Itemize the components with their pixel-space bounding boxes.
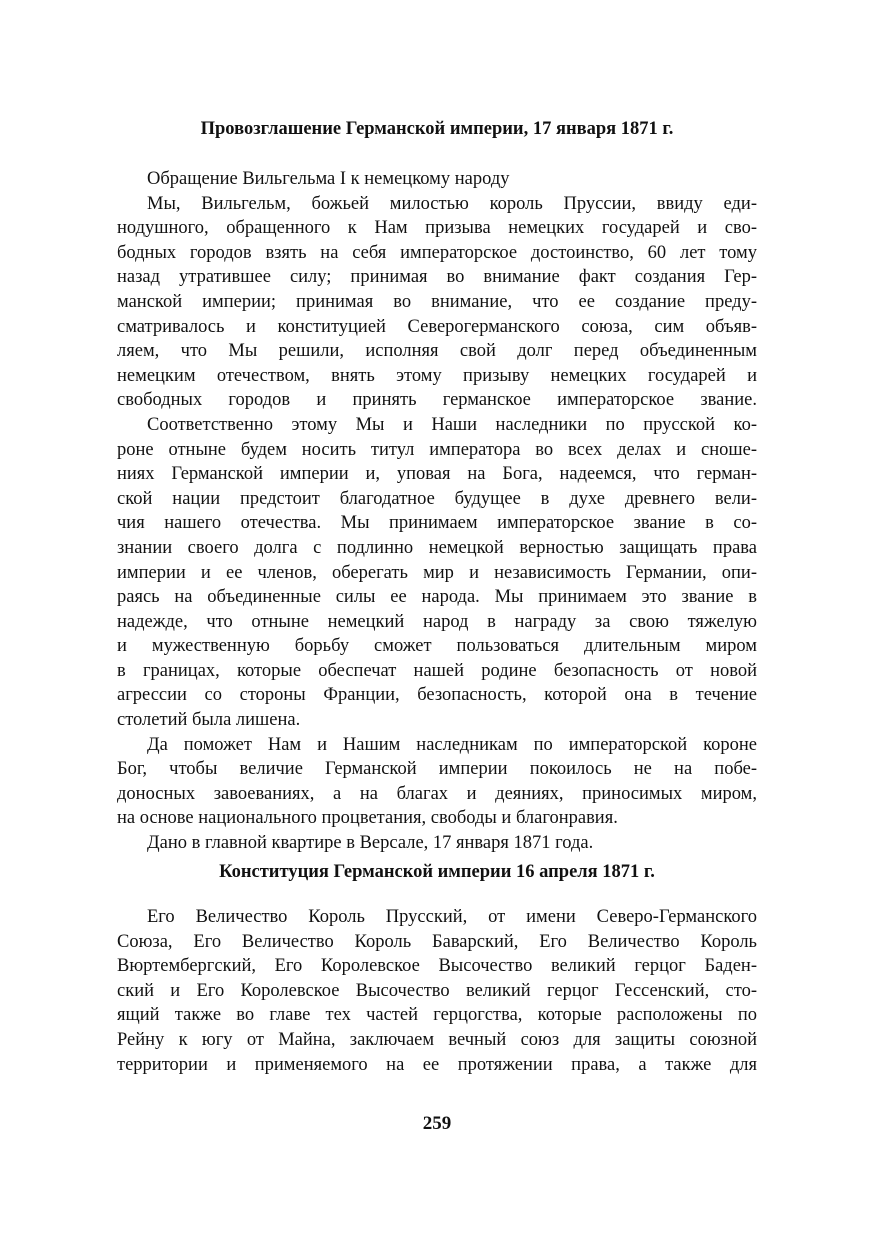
text-line: немецким отечеством, внять этому призыву немецких государей и — [117, 365, 757, 386]
text-line: бодных городов взять на себя императорское достоинство, 60 лет тому — [117, 242, 757, 263]
text-line: ской нации предстоит благодатное будущее в духе древнего вели- — [117, 488, 757, 509]
text-line: роне отныне будем носить титул императора во всех делах и сноше- — [117, 439, 757, 460]
section-heading-constitution: Конституция Германской империи 16 апреля 1871 г. — [219, 862, 655, 882]
text-line: империи и ее членов, оберегать мир и независимость Германии, опи- — [117, 562, 757, 583]
text-line: нодушного, обращенного к Нам призыва немецких государей и сво- — [117, 218, 757, 239]
text-line: знании своего долга с подлинно немецкой верностью защищать права — [117, 537, 757, 558]
proclamation-text — [117, 167, 757, 856]
text-line: Обращение Вильгельма I к немецкому народу — [147, 169, 510, 189]
text-line: раясь на объединенные силы ее народа. Мы принимаем это звание в — [117, 587, 757, 608]
text-line: столетий была лишена. — [117, 710, 301, 731]
text-line: Да поможет Нам и Нашим наследникам по императорской короне — [147, 734, 757, 755]
text-line: сматривалось и конституцией Северогерманского союза, сим объяв- — [117, 316, 757, 337]
text-line: Его Величество Король Прусский, от имени Северо-Германского — [147, 907, 757, 927]
text-line: назад утратившее силу; принимая во внимание факт создания Гер- — [117, 267, 757, 288]
text-line: агрессии со стороны Франции, безопасность, которой она в течение — [117, 685, 757, 706]
section-heading-proclamation: Провозглашение Германской империи, 17 января 1871 г. — [200, 119, 674, 139]
text-line: свободных городов и принять германское императорское звание. — [117, 390, 757, 411]
text-line: на основе национального процветания, свободы и благонравия. — [117, 808, 618, 829]
constitution-text — [117, 905, 757, 1077]
text-line: Вюртембергский, Его Королевское Высочество великий герцог Баден- — [117, 956, 757, 977]
text-line: Бог, чтобы величие Германской империи покоилось не на побе- — [117, 759, 757, 780]
text-line: и мужественную борьбу сможет пользоваться длительным миром — [117, 636, 757, 657]
text-line: Соответственно этому Мы и Наши наследники по прусской ко- — [147, 414, 757, 435]
text-line: Союза, Его Величество Король Баварский, Его Величество Король — [117, 931, 757, 952]
text-line: в границах, которые обеспечат нашей родине безопасность от новой — [117, 660, 757, 681]
text-line: ящий также во главе тех частей герцогства, которые расположены по — [117, 1005, 757, 1026]
text-line: доносных завоеваниях, а на благах и деяниях, приносимых миром, — [117, 783, 757, 804]
text-line: Рейну к югу от Майна, заключаем вечный союз для защиты союзной — [117, 1029, 757, 1050]
text-line: манской империи; принимая во внимание, что ее создание преду- — [117, 291, 757, 312]
text-line: ниях Германской империи и, уповая на Бога, надеемся, что герман- — [117, 464, 757, 485]
page-number: 259 — [422, 1113, 452, 1134]
text-line: Мы, Вильгельм, божьей милостью король Пруссии, ввиду еди- — [147, 193, 757, 214]
text-line: ляем, что Мы решили, исполняя свой долг перед объединенным — [117, 341, 757, 362]
text-line: чия нашего отечества. Мы принимаем императорское звание в со- — [117, 513, 757, 534]
text-line: надежде, что отныне немецкий народ в награду за свою тяжелую — [117, 611, 757, 632]
text-line: Дано в главной квартире в Версале, 17 января 1871 года. — [147, 833, 594, 854]
text-line: ский и Его Королевское Высочество великий герцог Гессенский, сто- — [117, 980, 757, 1001]
text-line: территории и применяемого на ее протяжении права, а также для — [117, 1054, 757, 1075]
